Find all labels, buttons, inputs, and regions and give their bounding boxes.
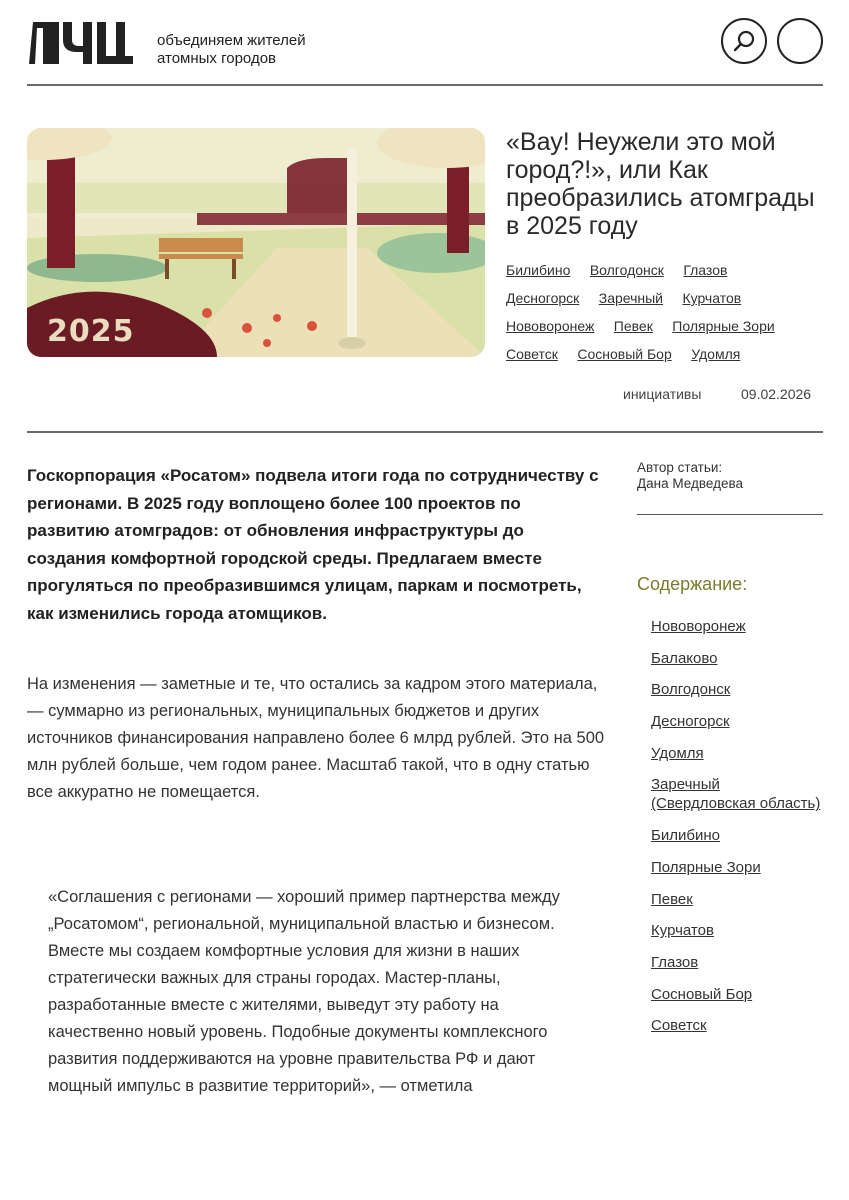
tag-row bbox=[506, 262, 823, 290]
article-date: 09.02.2026 bbox=[741, 386, 812, 402]
toc-item[interactable]: Волгодонск bbox=[651, 681, 731, 699]
article-quote: «Соглашения с регионами — хороший пример партнерства между „Росатомом“, региональной, муниципальной властью и бизнесом. Вместе мы создаем комфортные условия для жизни в наших стратегически важных для страны городах. Мастер-планы, разработанные вместе с жителями, выведут эту работу на качественно новый уровень. Подобные документы комплексного развития поддерживаются на уровне правительства РФ и дают мощный импульс в развитие территорий», — отметила bbox=[48, 888, 560, 1095]
article-paragraph: На изменения — заметные и те, что остались за кадром этого материала, — суммарно из региональных, муниципальных бюджетов и других источников финансирования направлено более 6 млрд рублей. Это на 500 млн рублей больше, чем годом ранее. Масштаб такой, что в одну статью все аккуратно не помещается. bbox=[27, 675, 605, 801]
site-logo[interactable] bbox=[27, 20, 135, 66]
tag-link[interactable]: Советск bbox=[506, 346, 558, 362]
author-name[interactable]: Дана Медведева bbox=[637, 476, 743, 491]
toc-item[interactable]: Заречный (Свердловская область) bbox=[651, 776, 821, 813]
city-tags bbox=[506, 262, 823, 374]
author-label: Автор статьи: bbox=[637, 460, 723, 475]
article-lead: Госкорпорация «Росатом» подвела итоги года по сотрудничеству с регионами. В 2025 году воплощено более 100 проектов по развитию атомградов: от обновления инфраструктуры до создания комфортной городской среды. Предлагаем вместе прогуляться по преобразившимся улицам, паркам и посмотреть, как изменились города атомщиков. bbox=[27, 466, 599, 623]
tag-link[interactable]: Полярные Зори bbox=[672, 318, 775, 334]
tag-link[interactable]: Глазов bbox=[683, 262, 728, 278]
tagline-line-1: объединяем жителей bbox=[157, 32, 306, 49]
tag-link[interactable]: Певек bbox=[613, 318, 653, 334]
toc-item[interactable]: Билибино bbox=[651, 827, 720, 845]
tag-link[interactable]: Удомля bbox=[691, 346, 741, 362]
tag-link[interactable]: Заречный bbox=[598, 290, 663, 306]
logo-mark bbox=[27, 20, 135, 66]
hero-image-year: 2025 bbox=[47, 314, 135, 349]
tag-row bbox=[506, 346, 823, 374]
toc-item[interactable]: Глазов bbox=[651, 953, 699, 971]
toc-item[interactable]: Курчатов bbox=[651, 922, 714, 940]
tag-row bbox=[506, 290, 823, 318]
toc-item[interactable]: Советск bbox=[651, 1017, 707, 1035]
toc-item[interactable]: Десногорск bbox=[651, 713, 730, 731]
table-of-contents bbox=[651, 617, 823, 1048]
hero-image[interactable] bbox=[27, 128, 485, 357]
toc-item[interactable]: Нововоронеж bbox=[651, 618, 746, 635]
tag-row bbox=[506, 318, 823, 346]
toc-title: Содержание: bbox=[637, 574, 748, 594]
tag-link[interactable]: Десногорск bbox=[506, 290, 580, 306]
hero-divider bbox=[27, 431, 823, 433]
search-icon bbox=[732, 29, 756, 53]
author-divider bbox=[637, 514, 823, 515]
tag-link[interactable]: Нововоронеж bbox=[506, 318, 595, 334]
tag-link[interactable]: Билибино bbox=[506, 262, 571, 278]
search-button[interactable] bbox=[721, 18, 767, 64]
header-divider bbox=[27, 84, 823, 86]
toc-item[interactable]: Полярные Зори bbox=[651, 858, 761, 876]
toc-item[interactable]: Балаково bbox=[651, 649, 718, 667]
profile-button[interactable] bbox=[777, 18, 823, 64]
toc-item[interactable]: Певек bbox=[651, 890, 693, 908]
site-header bbox=[27, 18, 823, 68]
article-title: «Вау! Неужели это мой город?!», или Как преобразились атомграды в 2025 году bbox=[506, 128, 815, 240]
tag-link[interactable]: Волгодонск bbox=[589, 262, 664, 278]
tag-link[interactable]: Сосновый Бор bbox=[577, 346, 672, 362]
article-category[interactable]: инициативы bbox=[623, 386, 702, 402]
tagline-line-2: атомных городов bbox=[157, 50, 277, 67]
tag-link[interactable]: Курчатов bbox=[682, 290, 742, 306]
site-tagline bbox=[157, 32, 306, 68]
toc-item[interactable]: Удомля bbox=[651, 744, 704, 762]
toc-item[interactable]: Сосновый Бор bbox=[651, 985, 753, 1003]
